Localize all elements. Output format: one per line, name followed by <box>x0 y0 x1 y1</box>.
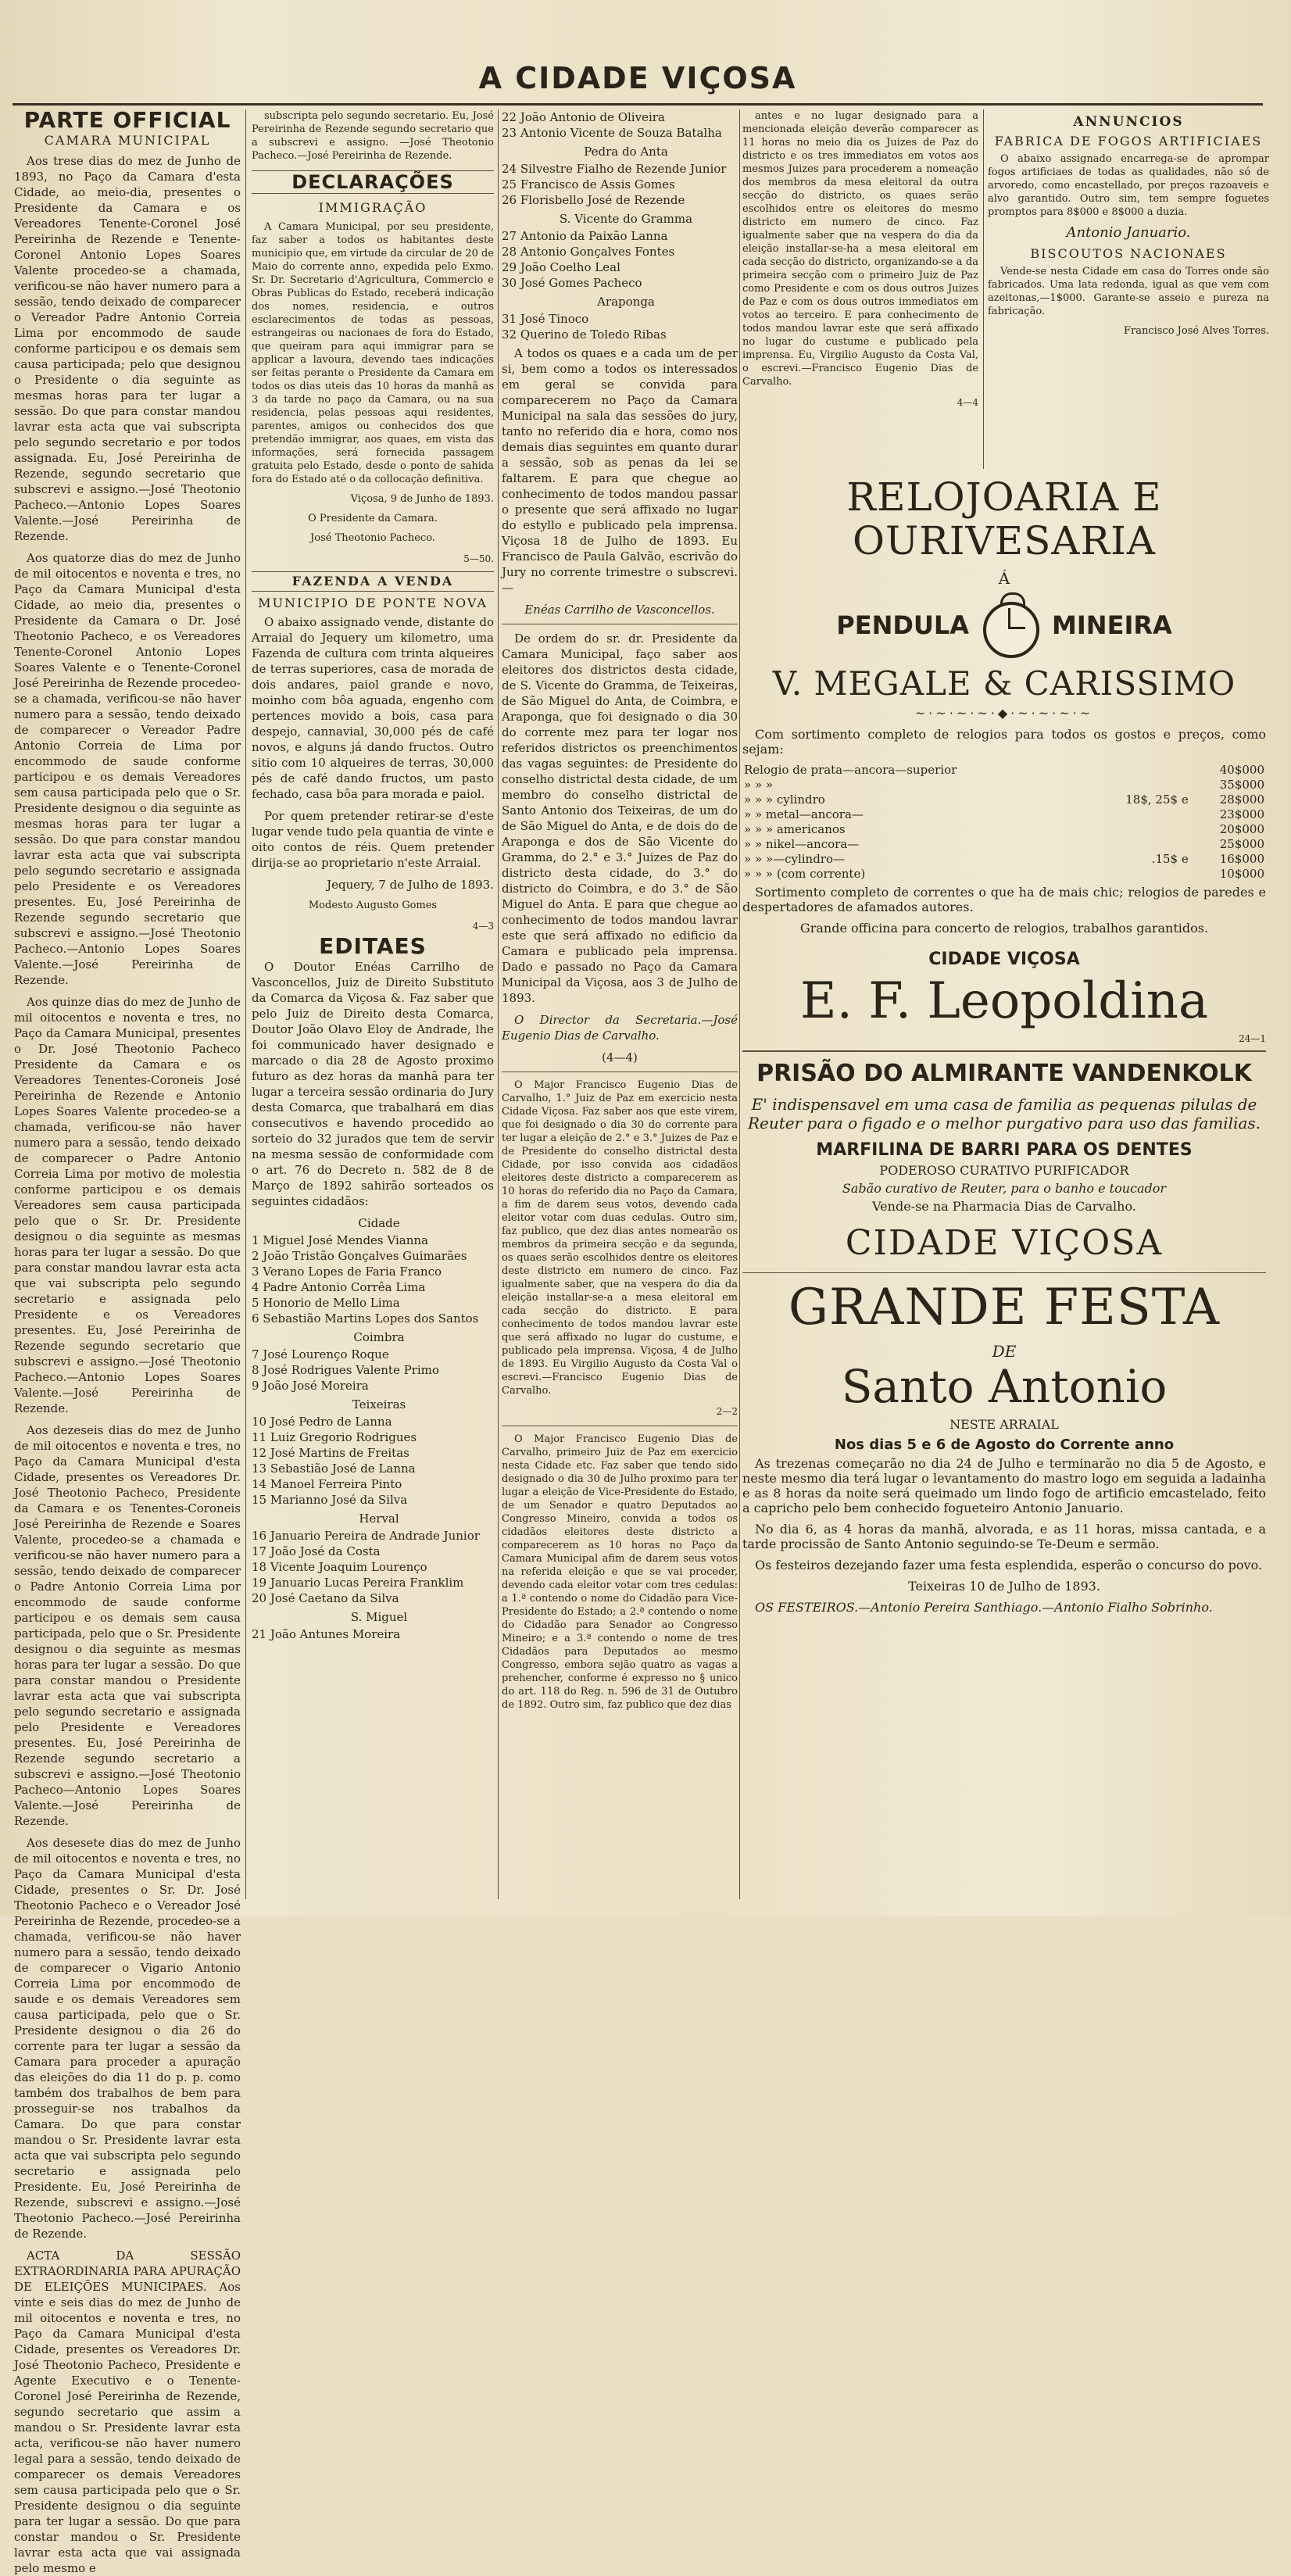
newspaper-title: A CIDADE VIÇOSA <box>478 61 797 95</box>
column-annuncios <box>988 109 1269 477</box>
price-item: » » nikel—ancora— <box>744 837 860 851</box>
price-row <box>742 822 1266 837</box>
juror-entry: 17 João José da Costa <box>252 1544 381 1558</box>
juror-list <box>252 1414 494 1508</box>
ad-text: Sabão curativo de Reuter, para o banho e toucador <box>842 1181 1167 1196</box>
section-subheading: MUNICIPIO DE PONTE NOVA <box>258 596 488 610</box>
price-extra: .15$ e <box>1151 852 1189 866</box>
ad-headline: Santo Antonio <box>841 1360 1168 1413</box>
juror-entry: 18 Vicente Joaquim Lourenço <box>252 1560 427 1574</box>
juror-entry: 8 José Rodrigues Valente Primo <box>252 1363 439 1377</box>
juror-entry: 24 Silvestre Fialho de Rezende Junior <box>502 162 727 176</box>
juror-entry: 21 João Antunes Moreira <box>252 1627 401 1641</box>
insertion-number: 4—4 <box>957 397 978 408</box>
place-label: S. Vicente do Gramma <box>559 212 693 226</box>
advertisements-block <box>742 469 1266 1899</box>
juror-list <box>502 161 738 208</box>
column-rule <box>498 109 499 1899</box>
ad-signature: OS FESTEIROS.—Antonio Pereira Santhiago.—Antonio Fialho Sobrinho. <box>755 1600 1213 1615</box>
price-row <box>742 778 1266 792</box>
insertion-number: 4—3 <box>472 921 494 932</box>
ad-text: DE <box>992 1342 1017 1361</box>
juror-entry: 7 José Lourenço Roque <box>252 1347 389 1361</box>
minutes-paragraph: Aos trese dias do mez de Junho de 1893, no Paço da Camara d'esta Cidade, ao meio-dia, presentes o Presidente da Camara e os Vereadores Tenente-Coronel José Pereirinha de Rezende e Tenente-Coronel Antonio Lopes Soares Valente procedeo-se a chamada, verificou-se não haver numero para a sessão, tendo deixado de comparecer o Vereador Padre Antonio Correia Lima por encommodo de saude conforme participou e os demais sem causa participada; pelo que designou o Presidente o dia seguinte as mesmas horas para ter lugar a sessão. Do que para constar mandou lavrar esta acta que vai subscripta pelo segundo secretario e por todos assignada. Eu, José Pereirinha de Rezende, segundo secretario que subscrevi e assigno.—José Theotonio Pacheco.—Antonio Lopes Soares Valente.—José Pereirinha de Rezende. <box>14 154 241 543</box>
section-subheading: IMMIGRAÇÃO <box>318 200 427 215</box>
notice-signature: Modesto Augusto Gomes <box>308 900 438 911</box>
juror-entry: 23 Antonio Vicente de Souza Batalha <box>502 126 722 140</box>
notice-signature: O Director da Secretaria.—José Eugenio Dias de Carvalho. <box>502 1013 738 1043</box>
juror-list <box>252 1528 494 1606</box>
juror-list <box>502 109 738 141</box>
place-label: Coimbra <box>353 1330 405 1344</box>
ad-text: Á <box>998 569 1010 588</box>
section-heading: EDITAES <box>319 933 427 959</box>
price-item: » » » americanos <box>744 822 846 836</box>
place-label: Pedra do Anta <box>584 145 668 159</box>
minutes-paragraph: ACTA DA SESSÃO EXTRAORDINARIA PARA APURAÇÃO DE ELEIÇÕES MUNICIPAES. Aos vinte e seis dias do mez de Junho de mil oitocentos e noventa e tres, no Paço da Camara Municipal d'esta Cidade, presentes os Vereadores Dr. José Theotonio Pacheco, Presidente e Agente Executivo e o Tenente-Coronel José Pereirinha de Rezende, segundo secretario que assim a mandou o Sr. Presidente lavrar esta acta, verificou-se não haver numero legal para a sessão, tendo deixado de comparecer os demais Vereadores sem causa participada pelo que o Sr. Presidente designou o dia seguinte para ter lugar a sessão. Do que para constar mandou o Sr. Presidente lavrar esta acta que vai assignada pelo mesmo e <box>14 2249 241 2575</box>
masthead <box>13 56 1263 106</box>
price-value: 40$000 <box>1219 763 1264 777</box>
ad-paragraph: Com sortimento completo de relogios para todos os gostos e preços, como sejam: <box>742 727 1266 757</box>
price-item: » » » (com corrente) <box>744 867 866 881</box>
place-label: Cidade <box>358 1216 400 1230</box>
insertion-number: 24—1 <box>1239 1033 1266 1044</box>
notice-signature: José Theotonio Pacheco. <box>310 532 435 544</box>
price-value: 23$000 <box>1219 807 1264 821</box>
price-extra <box>1085 822 1190 837</box>
juror-entry: 31 José Tinoco <box>502 312 589 326</box>
price-value: 10$000 <box>1219 867 1264 881</box>
ad-text: Nos dias 5 e 6 de Agosto do Corrente anno <box>834 1436 1175 1453</box>
price-item: Relogio de prata—ancora—superior <box>744 763 957 777</box>
juror-entry: 16 Januario Pereira de Andrade Junior <box>252 1529 480 1543</box>
section-subheading: CAMARA MUNICIPAL <box>44 133 211 148</box>
place-label: Herval <box>359 1512 399 1526</box>
ad-paragraph: Grande officina para concerto de relogios, trabalhos garantidos. <box>799 921 1209 936</box>
divider <box>742 1050 1266 1052</box>
section-heading: ANNUNCIOS <box>1073 114 1184 130</box>
notice-paragraph: antes e no lugar designado para a mencionada eleição deverão comparecer as 11 horas no meio dia os Juizes de Paz do districto e os tres immediatos em votos aos mesmos Juizes para procederem a nomeação dos membros da mesa eleitoral da outra secção do districto, os quaes serão escolhidos entre os eleitores do mesmo districto em numero de cinco. Faz igualmente saber que na vespera do dia da eleição installar-se-ha a mesa eleitoral em cada secção do districto, organizando-se a da primeira secção com o primeiro Juiz de Paz como Presidente e com os dous outros Juizes de Paz e com os dous outros immediatos em votos ao terceiro. E para conhecimento de todos mandou lavrar este que será affixado no lugar do custume e publicado pela imprensa. Eu, Virgilio Augusto da Costa Val, o escrevi.—Francisco Eugenio Dias de Carvalho. <box>742 110 978 388</box>
pendula-mineira-logo <box>742 592 1266 658</box>
column-rule <box>983 109 984 469</box>
juror-entry: 19 Januario Lucas Pereira Franklim <box>252 1576 464 1590</box>
juror-entry: 6 Sebastião Martins Lopes dos Santos <box>252 1311 479 1326</box>
price-row <box>742 852 1266 867</box>
notice-paragraph: A todos os quaes e a cada um de per si, bem como a todos os interessados em geral se convida para comparecerem no Paço da Camara Municipal na sala das sessões do jury, tanto no referido dia e hora, como nos demais dias seguintes em quanto durar a sessão, sob as penas da lei se faltarem. E para que chegue ao conhecimento de todos mandou passar o presente que será affixado no lugar do estyllo e publicado pela imprensa. Viçosa 18 de Julho de 1893. Eu Francisco de Paula Galvão, escrivão do Jury no corrente trimestre o subscrevi.— <box>502 346 738 595</box>
notice-paragraph: O Major Francisco Eugenio Dias de Carvalho, primeiro Juiz de Paz em exercicio nesta Cidade etc. Faz saber que tendo sido designado o dia 30 de Julho proximo para ter lugar a eleição de Vice-Presidente do Estado, de um Senador e quatro Deputados ao Congresso Mineiro, convida a todos os cidadãos eleitores deste districto a comparecerem as 10 horas no Paço da Camara Municipal afim de darem seus votos na referida eleição e que se vai proceder, devendo cada eleitor votar com tres cedulas: a 1.ª contendo o nome do Cidadão para Vice-Presidente do Estado; a 2.ª contendo o nome do Cidadão para Senador ao Congresso Mineiro; e a 3.ª contendo o nome de tres Cidadãos para Deputados ao mesmo Congresso, embora sejão quatro as vagas a prehencher, conforme é expresso no § unico do art. 118 do Reg. n. 596 de 31 de Outubro de 1892. Outro sim, faz publico que dez dias <box>502 1433 738 1711</box>
juror-entry: 10 José Pedro de Lanna <box>252 1415 392 1429</box>
price-value: 16$000 <box>1219 852 1264 866</box>
insertion-number: 2—2 <box>716 1406 738 1417</box>
price-row <box>742 807 1266 822</box>
price-row <box>742 792 1266 807</box>
place-label: Araponga <box>597 295 655 309</box>
divider <box>742 1272 1266 1273</box>
ad-paragraph: Os festeiros dezejando fazer uma festa esplendida, esperão o concurso do povo. <box>755 1558 1263 1572</box>
juror-entry: 29 João Coelho Leal <box>502 260 620 274</box>
notice-signature: O Presidente da Camara. <box>308 513 438 524</box>
firm-name: V. MEGALE & CARISSIMO <box>772 664 1236 703</box>
price-value: 25$000 <box>1219 837 1264 851</box>
ad-text: Vende-se na Pharmacia Dias de Carvalho. <box>872 1199 1136 1214</box>
price-extra: 18$, 25$ e <box>1125 792 1189 807</box>
price-extra <box>1085 778 1190 792</box>
ad-paragraph: Sortimento completo de correntes o que ha de mais chic; relogios de paredes e despertadores de afamados autores. <box>742 885 1266 914</box>
price-value: 35$000 <box>1219 778 1264 792</box>
juror-entry: 25 Francisco de Assis Gomes <box>502 177 675 191</box>
juror-list <box>502 228 738 291</box>
notice-date: Jequery, 7 de Julho de 1893. <box>327 878 494 892</box>
juror-list <box>252 1233 494 1326</box>
place-label: S. Miguel <box>350 1610 408 1624</box>
juror-entry: 30 José Gomes Pacheco <box>502 276 642 290</box>
juror-list <box>502 311 738 342</box>
juror-entry: 32 Querino de Toledo Ribas <box>502 327 667 342</box>
juror-list <box>252 1347 494 1394</box>
price-extra <box>1085 807 1190 822</box>
ad-signature: Antonio Januario. <box>1066 224 1191 241</box>
notice-paragraph: O Doutor Enéas Carrilho de Vasconcellos, Juiz de Direito Substituto da Comarca da Viçosa &. Faz saber que pelo Juiz de Direito desta Comarca, Doutor João Olavo Eloy de Andrade, lhe foi communicado haver designado e marcado o dia 28 de Agosto proximo futuro as dez horas da manhã para ter lugar a terceira sessão ordinaria do Jury desta Comarca, que trabalhará em dias consecutivos e havendo procedido ao sorteio do 32 jurados que tem de servir na mesma sessão de conformidade com o art. 76 do Decreto n. 582 de 8 de Março de 1892 sahirão sorteados os seguintes cidadãos: <box>252 960 494 1208</box>
column-declaracoes <box>252 109 494 1907</box>
minutes-paragraph: Aos desesete dias do mez de Junho de mil oitocentos e noventa e tres, no Paço da Camara Municipal d'esta Cidade, presentes o Sr. Dr. José Theotonio Pacheco e o Vereador José Pereirinha de Rezende, procedeo-se a chamada, verificou-se não haver numero para a sessão, tendo deixado de comparecer o Vigario Antonio Correia Lima por encommodo de saude e os demais Vereadores sem causa participada, pelo que o Sr. Presidente designou o dia 26 do corrente para ter lugar a sessão da Camara para proceder a apuração das eleições do dia 11 do p. p. como também dos trabalhos de bem para prosseguir-se nos trabalhos da Camara. Do que para constar mandou o Sr. Presidente lavrar esta acta que vai subscripta pelo segundo secretario e assignada pelo Presidente. Eu, José Pereirinha de Rezende, subscrevi e assigno.—José Theotonio Pacheco.—José Pereirinha de Rezende. <box>14 1836 241 2241</box>
ad-headline: MARFILINA DE BARRI PARA OS DENTES <box>816 1140 1193 1160</box>
ad-text: CIDADE VIÇOSA <box>928 950 1080 969</box>
juror-entry: 1 Miguel José Mendes Vianna <box>252 1233 428 1247</box>
intro-paragraph: subscripta pelo segundo secretario. Eu, José Pereirinha de Rezende segundo secretario que a subscrevi e assigno. —José Theotonio Pacheco.—José Pereirinha de Rezende. <box>252 110 494 162</box>
ad-text: NESTE ARRAIAL <box>949 1417 1059 1432</box>
ad-paragraph: As trezenas começarão no dia 24 de Julho e terminarão no dia 5 de Agosto, e neste mesmo dia terá lugar o levantamento do mastro logo em seguida a ladainha e as 8 horas da noite será queimado um lindo fogo de artificio emcastelado, feito a capricho pelo bem conhecido fogueteiro Antonio Januario. <box>742 1456 1266 1515</box>
ad-signature: Francisco José Alves Torres. <box>1123 325 1269 337</box>
ad-headline: CIDADE VIÇOSA <box>845 1223 1164 1263</box>
ad-text: PENDULA <box>836 610 970 640</box>
juror-entry: 2 João Tristão Gonçalves Guimarães <box>252 1249 467 1263</box>
notice-date: Viçosa, 9 de Junho de 1893. <box>350 493 494 505</box>
notice-paragraph: De ordem do sr. dr. Presidente da Camara Municipal, faço saber aos eleitores dos districtos desta cidade, de S. Vicente do Gramma, de Teixeiras, de São Miguel do Anta, de Coimbra, e Araponga, que foi designado o dia 30 do corrente mez para ter logar nos referidos districtos os preenchimentos das vagas seguintes: de Presidente do conselho districtal desta cidade, de um membro do conselho districtal de Santo Antonio dos Teixeiras, de um do de São Miguel do Anta, e de dois do de Araponga e dos de São Vicente do Gramma, do 2.° e 3.° Juizes de Paz do districto desta cidade, do 3.° do districto do Coimbra, e do 3.° de São Miguel do Anta. E para que chegue ao conhecimento de todos mandou lavrar este que será affixado no edificio da Camara e publicado pela imprensa. Dado e passado no Paço da Camara Municipal da Viçosa, aos 3 de Julho de 1893. <box>502 631 738 1005</box>
juror-list <box>252 1626 494 1642</box>
juror-entry: 9 João José Moreira <box>252 1379 369 1393</box>
insertion-number: (4—4) <box>602 1050 638 1064</box>
column-parte-official <box>14 107 241 2575</box>
juror-entry: 20 José Caetano da Silva <box>252 1591 399 1605</box>
juror-entry: 26 Florisbello José de Rezende <box>502 193 685 207</box>
notice-paragraph: O abaixo assignado vende, distante do Arraial do Jequery um kilometro, uma Fazenda de cultura com trinta alqueires de terras superiores, casa de morada de dois andares, paiol grande e novo, moinho com bôa aguada, engenho com pertences movido a bois, casa para despejo, cannavial, 30,000 pés de café novos, e alguns já dando fructos. Outro sitio com 10 alqueires de terras, 30,000 pés de café dando fructos, um pasto fechado, casa bôa para morada e paiol. <box>252 615 494 801</box>
minutes-paragraph: Aos quinze dias do mez de Junho de mil oitocentos e noventa e tres, no Paço da Camara Municipal, presentes o Dr. José Theotonio Pacheco Presidente da Camara e os Vereadores Tenentes-Coroneis José Pereirinha de Rezende e Antonio Lopes Soares Valente procedeo-se a chamada, verificou-se não haver numero para a sessão, tendo deixado de comparecer o Padre Antonio Correia Lima por motivo de molestia conforme participou e os demais Vereadores sem causa participada pelo que o Sr. Dr. Presidente designou o dia seguinte as mesmas horas para ter lugar a sessão. Do que para constar mandou lavrar esta acta que vai subscripta pelo segundo secretario e assignada pelo Presidente e os Vereadores presentes. Eu, José Pereirinha de Rezende segundo secretario que subscrevi e assigno.—José Theotonio Pacheco.—Antonio Lopes Soares Valente.—José Pereirinha de Rezende. <box>14 995 241 1415</box>
price-item: » » » cylindro <box>744 792 825 807</box>
juror-entry: 12 José Martins de Freitas <box>252 1446 409 1460</box>
price-item: » » » <box>744 778 774 792</box>
notice-paragraph: A Camara Municipal, por seu presidente, faz saber a todos os habitantes deste municipio que, em virtude da circular de 20 de Maio do corrente anno, expedida pelo Exmo. Sr. Dr. Secretario d'Agricultura, Commercio e Obras Publicas do Estado, receberá indicação dos nomes, residencia, e outros esclarecimentos de todas as pessoas, estrangeiras ou nacionaes de fora do Estado, que queiram para aqui immigrar para se applicar a lavoura, devendo taes indicações ser feitas perante o Presidente da Camara em todos os dias uteis das 10 horas da manhã as 3 da tarde no paço da Camara, ou na sua residencia, pelas pessoas aqui residentes, parentes, amigos ou conhecidos dos que pretendão immigrar, aos quaes, em vista das informações, será fornecida passagem gratuita pelo Estado, desde o ponto de sahida fora do Estado até o da collocação definitiva. <box>252 221 494 485</box>
ad-subheading: FABRICA DE FOGOS ARTIFICIAES <box>994 134 1263 148</box>
ad-date: Teixeiras 10 de Julho de 1893. <box>908 1579 1100 1594</box>
juror-entry: 5 Honorio de Mello Lima <box>252 1296 400 1310</box>
notice-paragraph: O Major Francisco Eugenio Dias de Carvalho, 1.° Juiz de Paz em exercicio nesta Cidade Viçosa. Faz saber aos que este virem, que foi designado o dia 30 do corrente para ter lugar a eleição de 2.° e 3.° Juizes de Paz e de Presidente do conselho districtal desta Cidade, por isso convida aos cidadãos eleitores deste districto a comparecerem as 10 horas do referido dia no Paço da Camara, a fim de darem seus votos, devendo cada eleitor votar com duas cedulas. Outro sim, faz publico, que dez dias antes nomearão os membros da primeira secção e da segunda, os quaes serão escolhidos dentre os eleitores deste districto em numero de cinco. Faz igualmente saber, que na vespera do dia da eleição installar-se-a a mesa eleitoral em cada secção do districto. E para conhecimento de todos mandou lavrar este que será affixado no lugar do custume, e publicado pela imprensa. Viçosa, 4 de Julho de 1893. Eu Virgilio Augusto da Costa Val o escrevi.—Francisco Eugenio Dias de Carvalho. <box>502 1079 738 1397</box>
ad-text: MINEIRA <box>1052 610 1172 640</box>
juror-entry: 28 Antonio Gonçalves Fontes <box>502 245 675 259</box>
juror-entry: 27 Antonio da Paixão Lanna <box>502 229 668 243</box>
price-row <box>742 837 1266 852</box>
insertion-number: 5—50. <box>463 553 494 564</box>
juror-entry: 22 João Antonio de Oliveira <box>502 110 665 124</box>
notice-paragraph: Por quem pretender retirar-se d'este lugar vende tudo pela quantia de vinte e oito contos de réis. Quem pretender dirija-se ao proprietario n'este Arraial. <box>252 809 494 870</box>
price-item: » » metal—ancora— <box>744 807 864 821</box>
ad-paragraph: E' indispensavel em uma casa de familia as pequenas pilulas de Reuter para o figado e o melhor purgativo para uso das familias. <box>747 1095 1261 1132</box>
ad-headline: RELOJOARIA E OURIVESARIA <box>846 474 1162 564</box>
price-value: 20$000 <box>1219 822 1264 836</box>
ad-headline: PRISÃO DO ALMIRANTE VANDENKOLK <box>756 1060 1252 1087</box>
place-label: Teixeiras <box>352 1397 406 1411</box>
ad-paragraph: O abaixo assignado encarrega-se de aprompar fogos artificiaes de todas as qualidades, não só de arvoredo, como encastellado, por preços razoaveis e alvo garantido. Outro sim, tem sempre foguetes promptos para 8$000 e 8$000 a duzia. <box>988 153 1269 218</box>
ornament-divider: ~·~·~·~·◆·~·~·~·~ <box>914 706 1094 721</box>
price-value: 28$000 <box>1219 792 1264 807</box>
juror-entry: 15 Marianno José da Silva <box>252 1493 408 1507</box>
price-item: » » »—cylindro— <box>744 852 846 866</box>
column-rule <box>739 109 740 1899</box>
section-heading: DECLARAÇÕES <box>252 170 494 194</box>
column-rule <box>245 109 246 1899</box>
section-heading: PARTE OFFICIAL <box>23 107 231 133</box>
notice-signature: Enéas Carrilho de Vasconcellos. <box>524 603 715 617</box>
minutes-paragraph: Aos quatorze dias do mez de Junho de mil oitocentos e noventa e tres, no Paço da Camara Municipal d'esta Cidade, ao meio dia, presentes o Presidente da Camara o Dr. José Theotonio Pacheco, e os Vereadores Tenente-Coronel Antonio Lopes Soares Valente e o Tenente-Coronel José Pereirinha de Rezende procedeo-se a chamada, verificou-se não haver numero para a sessão, tendo deixado de comparecer o Vereador Padre Antonio Correia de Lima por encommodo de saude conforme participou e os demais Vereadores sem causa participada pelo que o Sr. Presidente designou o dia seguinte as mesmas horas para ter lugar a sessão. Do que para constar mandou lavrar esta acta que vai subscripta pelo segundo secretario e assignada pelo Presidente e os Vereadores presentes. Eu, José Pereirinha de Rezende segundo secretario que subscrevi e assigno.—José Theotonio Pacheco.—Antonio Lopes Soares Valente.—José Pereirinha de Rezende. <box>14 551 241 987</box>
price-extra <box>1085 867 1190 882</box>
juror-entry: 14 Manoel Ferreira Pinto <box>252 1477 402 1491</box>
ad-paragraph: Vende-se nesta Cidade em casa do Torres onde são fabricados. Uma lata redonda, igual as que vem com azeitonas,—1$000. Garante-se asseio e pureza na fabricação. <box>988 266 1269 317</box>
juror-entry: 4 Padre Antonio Corrêa Lima <box>252 1280 426 1294</box>
price-extra <box>1085 837 1190 852</box>
ad-text: PODEROSO CURATIVO PURIFICADOR <box>879 1163 1129 1178</box>
column-editaes-cont <box>502 109 738 1907</box>
ad-headline: E. F. Leopoldina <box>799 972 1209 1030</box>
juror-entry: 3 Verano Lopes de Faria Franco <box>252 1265 442 1279</box>
ad-paragraph: No dia 6, as 4 horas da manhã, alvorada, e as 11 horas, missa cantada, e a tarde procissão de Santo Antonio seguindo-se Te-Deum e sermão. <box>742 1522 1266 1551</box>
pocket-watch-icon <box>983 592 1038 658</box>
ad-subheading: BISCOUTOS NACIONAES <box>1030 246 1227 261</box>
price-row <box>742 763 1266 778</box>
section-subheading: FAZENDA A VENDA <box>252 571 494 592</box>
minutes-paragraph: Aos dezeseis dias do mez de Junho de mil oitocentos e noventa e tres, no Paço da Camara Municipal d'esta Cidade, presentes os Vereadores Dr. José Theotonio Pacheco, Presidente da Camara e os Tenentes-Coroneis José Pereirinha de Rezende e Soares Valente, procedeo-se a chamada e verificou-se não haver numero para a sessão, tendo deixado de comparecer o Padre Antonio Correia Lima por encommodo de saude conforme participou e os demais sem causa participada, pelo que o Sr. Presidente designou o dia seguinte as mesmas horas para ter lugar a sessão. Do que para constar mandou o Presidente lavrar esta acta que vai subscripta pelo segundo secretario e assignada pelo Presidente e Vereadores presentes. Eu, José Pereirinha de Rezende segundo secretario a subscrevi e assigno.—José Theotonio Pacheco—Antonio Lopes Soares Valente.—José Pereirinha de Rezende. <box>14 1423 241 1828</box>
juror-entry: 13 Sebastião José de Lanna <box>252 1462 416 1476</box>
price-row <box>742 867 1266 882</box>
juror-entry: 11 Luiz Gregorio Rodrigues <box>252 1430 417 1444</box>
price-table <box>742 763 1266 882</box>
column-notice-cont <box>742 109 978 453</box>
price-extra <box>1085 763 1190 778</box>
ad-headline: GRANDE FESTA <box>788 1279 1221 1336</box>
